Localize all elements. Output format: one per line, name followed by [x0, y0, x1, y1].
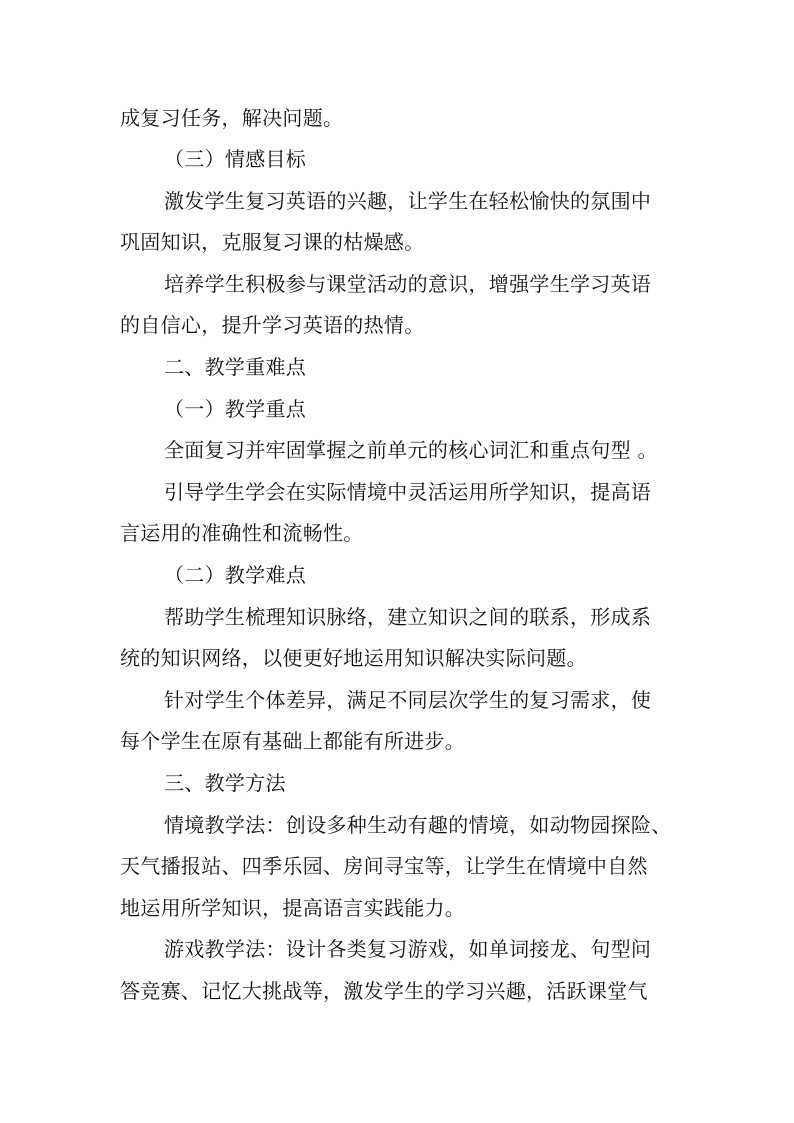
- section-heading-teaching-methods: 三、教学方法: [164, 771, 286, 795]
- paragraph-line: 游戏教学法：设计各类复习游戏，如单词接龙、句型问: [164, 937, 652, 961]
- paragraph-line: 帮助学生梳理知识脉络，建立知识之间的联系，形成系: [164, 605, 652, 629]
- paragraph-line: 巩固知识，克服复习课的枯燥感。: [120, 230, 425, 254]
- paragraph-line: 针对学生个体差异，满足不同层次学生的复习需求，使: [164, 688, 652, 712]
- paragraph-line: 言运用的准确性和流畅性。: [120, 521, 364, 545]
- section-heading-teaching-difficulties: （二）教学难点: [164, 563, 307, 587]
- section-heading-teaching-focus: （一）教学重点: [164, 397, 307, 421]
- paragraph-line: 激发学生复习英语的兴趣，让学生在轻松愉快的氛围中: [164, 189, 652, 213]
- paragraph-line: 地运用所学知识，提高语言实践能力。: [120, 896, 466, 920]
- section-heading-emotional-goals: （三）情感目标: [164, 147, 307, 171]
- paragraph-line: 培养学生积极参与课堂活动的意识，增强学生学习英语: [164, 272, 652, 296]
- paragraph-line: 答竞赛、记忆大挑战等，激发学生的学习兴趣，活跃课堂气: [120, 979, 648, 1003]
- paragraph-line: 统的知识网络，以便更好地运用知识解决实际问题。: [120, 646, 587, 670]
- paragraph-line: 天气播报站、四季乐园、房间寻宝等，让学生在情境中自然: [120, 854, 648, 878]
- section-heading-key-difficulties: 二、教学重难点: [164, 355, 307, 379]
- paragraph-line: 情境教学法：创设多种生动有趣的情境，如动物园探险、: [164, 813, 672, 837]
- text-line: 成复习任务，解决问题。: [120, 106, 344, 130]
- paragraph-line: 引导学生学会在实际情境中灵活运用所学知识，提高语: [164, 480, 652, 504]
- paragraph-line: 全面复习并牢固掌握之前单元的核心词汇和重点句型 。: [164, 438, 658, 462]
- paragraph-line: 的自信心，提升学习英语的热情。: [120, 313, 425, 337]
- paragraph-line: 每个学生在原有基础上都能有所进步。: [120, 729, 466, 753]
